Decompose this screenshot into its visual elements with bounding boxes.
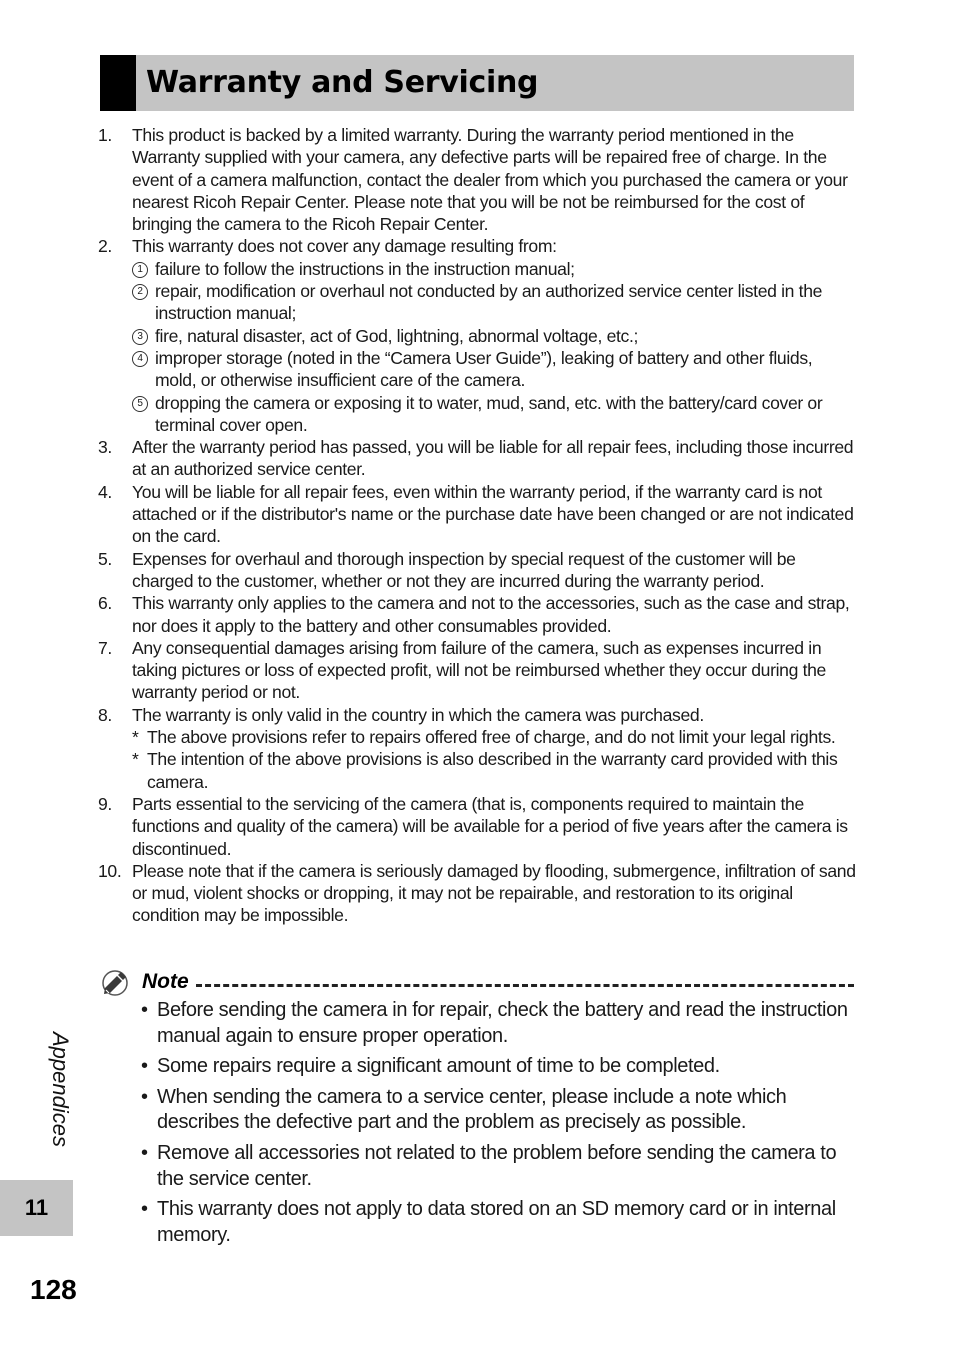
- sub-item-text: failure to follow the instructions in the instruction manual;: [155, 258, 575, 279]
- sub-item-text: improper storage (noted in the “Camera User Guide”), leaking of battery and other fluids, mold, or otherwise insufficient care of the camera.: [155, 347, 813, 391]
- item-number: 1.: [98, 125, 112, 145]
- item-text: The warranty is only valid in the country in which the camera was purchased.: [132, 704, 704, 725]
- section-name: Appendices: [48, 1032, 73, 1147]
- note-text: This warranty does not apply to data stored on an SD memory card or in internal memory.: [157, 1198, 836, 1246]
- note-list: [141, 998, 855, 1253]
- item-number: 7.: [98, 637, 112, 658]
- sub-item: [132, 280, 858, 325]
- sub-item: [132, 392, 858, 437]
- item-number: 6.: [98, 593, 112, 614]
- item-number: 3.: [98, 437, 112, 458]
- list-item: [98, 637, 858, 704]
- note-header: [100, 966, 854, 998]
- section-side-label: [44, 1032, 74, 1172]
- item-text: You will be liable for all repair fees, even within the warranty period, if the warranty card is not attached or if the distributor's name or the purchase date have been changed or are not indicated on the card.: [132, 481, 854, 547]
- chapter-number: 11: [24, 1195, 49, 1220]
- footnote-text: The intention of the above provisions is also described in the warranty card provided with this camera.: [147, 749, 838, 792]
- item-number: 2.: [98, 236, 112, 257]
- note-text: Some repairs require a significant amount of time to be completed.: [157, 1055, 720, 1078]
- list-item: [98, 592, 858, 637]
- circled-number-icon: 5: [132, 396, 148, 412]
- sub-item: [132, 347, 858, 392]
- footnote: [132, 748, 858, 793]
- item-text: This warranty does not cover any damage resulting from:: [132, 236, 557, 257]
- list-item: [98, 481, 858, 548]
- pencil-note-icon: [100, 968, 130, 998]
- list-item: [141, 1141, 855, 1192]
- item-text: Expenses for overhaul and thorough inspection by special request of the customer will be charged to the customer, whether or not they are incurred during the warranty period.: [132, 548, 796, 591]
- note-label: Note: [142, 970, 189, 993]
- item-number: 8.: [98, 704, 112, 725]
- sub-item-text: repair, modification or overhaul not conducted by an authorized service center listed in the instruction manual;: [155, 281, 823, 324]
- sub-item: [132, 258, 858, 280]
- note-text: When sending the camera to a service center, please include a note which describes the defective part and the problem as precisely as possible.: [157, 1085, 787, 1134]
- page-title: Warranty and Servicing: [146, 65, 539, 100]
- list-item: [98, 704, 858, 793]
- list-item: [98, 436, 858, 481]
- item-number: 5.: [98, 548, 112, 569]
- page-number: 128: [30, 1274, 77, 1305]
- sub-item: [132, 325, 858, 347]
- bullet-mark: •: [141, 1141, 148, 1164]
- bullet-mark: •: [141, 1055, 148, 1078]
- list-item: [141, 1054, 855, 1080]
- title-accent-block: [100, 55, 136, 111]
- item-number: 9.: [98, 793, 112, 814]
- item-text: This product is backed by a limited warranty. During the warranty period mentioned in the Warranty supplied with your camera, any defective parts will be repaired free of charge. In the event of a camera malfunction, contact the dealer from which you purchased the camera or your nearest Ricoh Repair Center. Please note that you will be not be reimbursed for the cost of bringing the camera to the Ricoh Repair Center.: [132, 125, 848, 235]
- item-text: Please note that if the camera is seriously damaged by flooding, submergence, infiltration of sand or mud, violent shocks or dropping, it may not be repairable, and restoration to its original condition may be impossible.: [132, 860, 856, 926]
- item-number: 4.: [98, 481, 112, 502]
- item-number: 10.: [98, 860, 122, 881]
- note-text: Before sending the camera in for repair, check the battery and read the instruction manual again to ensure proper operation.: [157, 999, 848, 1047]
- warranty-list: [98, 124, 858, 927]
- list-item: [141, 1197, 855, 1248]
- bullet-mark: •: [141, 999, 148, 1021]
- list-item: [141, 998, 855, 1049]
- asterisk-mark: *: [132, 749, 139, 770]
- chapter-tab: [0, 1180, 73, 1236]
- footnote: [132, 726, 858, 748]
- circled-number-icon: 2: [132, 284, 148, 300]
- circled-number-icon: 4: [132, 351, 148, 367]
- circled-number-icon: 1: [132, 262, 148, 278]
- item-text: Any consequential damages arising from failure of the camera, such as expenses incurred in taking pictures or loss of expected profit, will not be reimbursed whether they occur during the warranty period or not.: [132, 637, 826, 703]
- footnote-text: The above provisions refer to repairs offered free of charge, and do not limit your legal rights.: [147, 727, 836, 748]
- sub-item-text: fire, natural disaster, act of God, lightning, abnormal voltage, etc.;: [155, 325, 639, 346]
- bullet-mark: •: [141, 1198, 148, 1221]
- note-text: Remove all accessories not related to the problem before sending the camera to the service center.: [157, 1141, 837, 1190]
- item-text: After the warranty period has passed, you will be liable for all repair fees, including those incurred at an authorized service center.: [132, 437, 854, 480]
- list-item: [98, 548, 858, 593]
- list-item: [98, 793, 858, 860]
- note-divider: [196, 984, 854, 987]
- list-item: [141, 1085, 855, 1136]
- bullet-mark: •: [141, 1085, 148, 1108]
- list-item: [98, 124, 858, 235]
- item-text: This warranty only applies to the camera and not to the accessories, such as the case and strap, nor does it apply to the battery and other consumables provided.: [132, 593, 850, 636]
- asterisk-mark: *: [132, 727, 139, 748]
- list-item: [98, 235, 858, 436]
- sub-item-text: dropping the camera or exposing it to water, mud, sand, etc. with the battery/card cover or terminal cover open.: [155, 392, 823, 435]
- item-text: Parts essential to the servicing of the camera (that is, components required to maintain the functions and quality of the camera) will be available for a period of five years after the camera is discontinued.: [132, 793, 848, 859]
- circled-number-icon: 3: [132, 329, 148, 345]
- title-bar: [100, 55, 854, 111]
- list-item: [98, 860, 858, 927]
